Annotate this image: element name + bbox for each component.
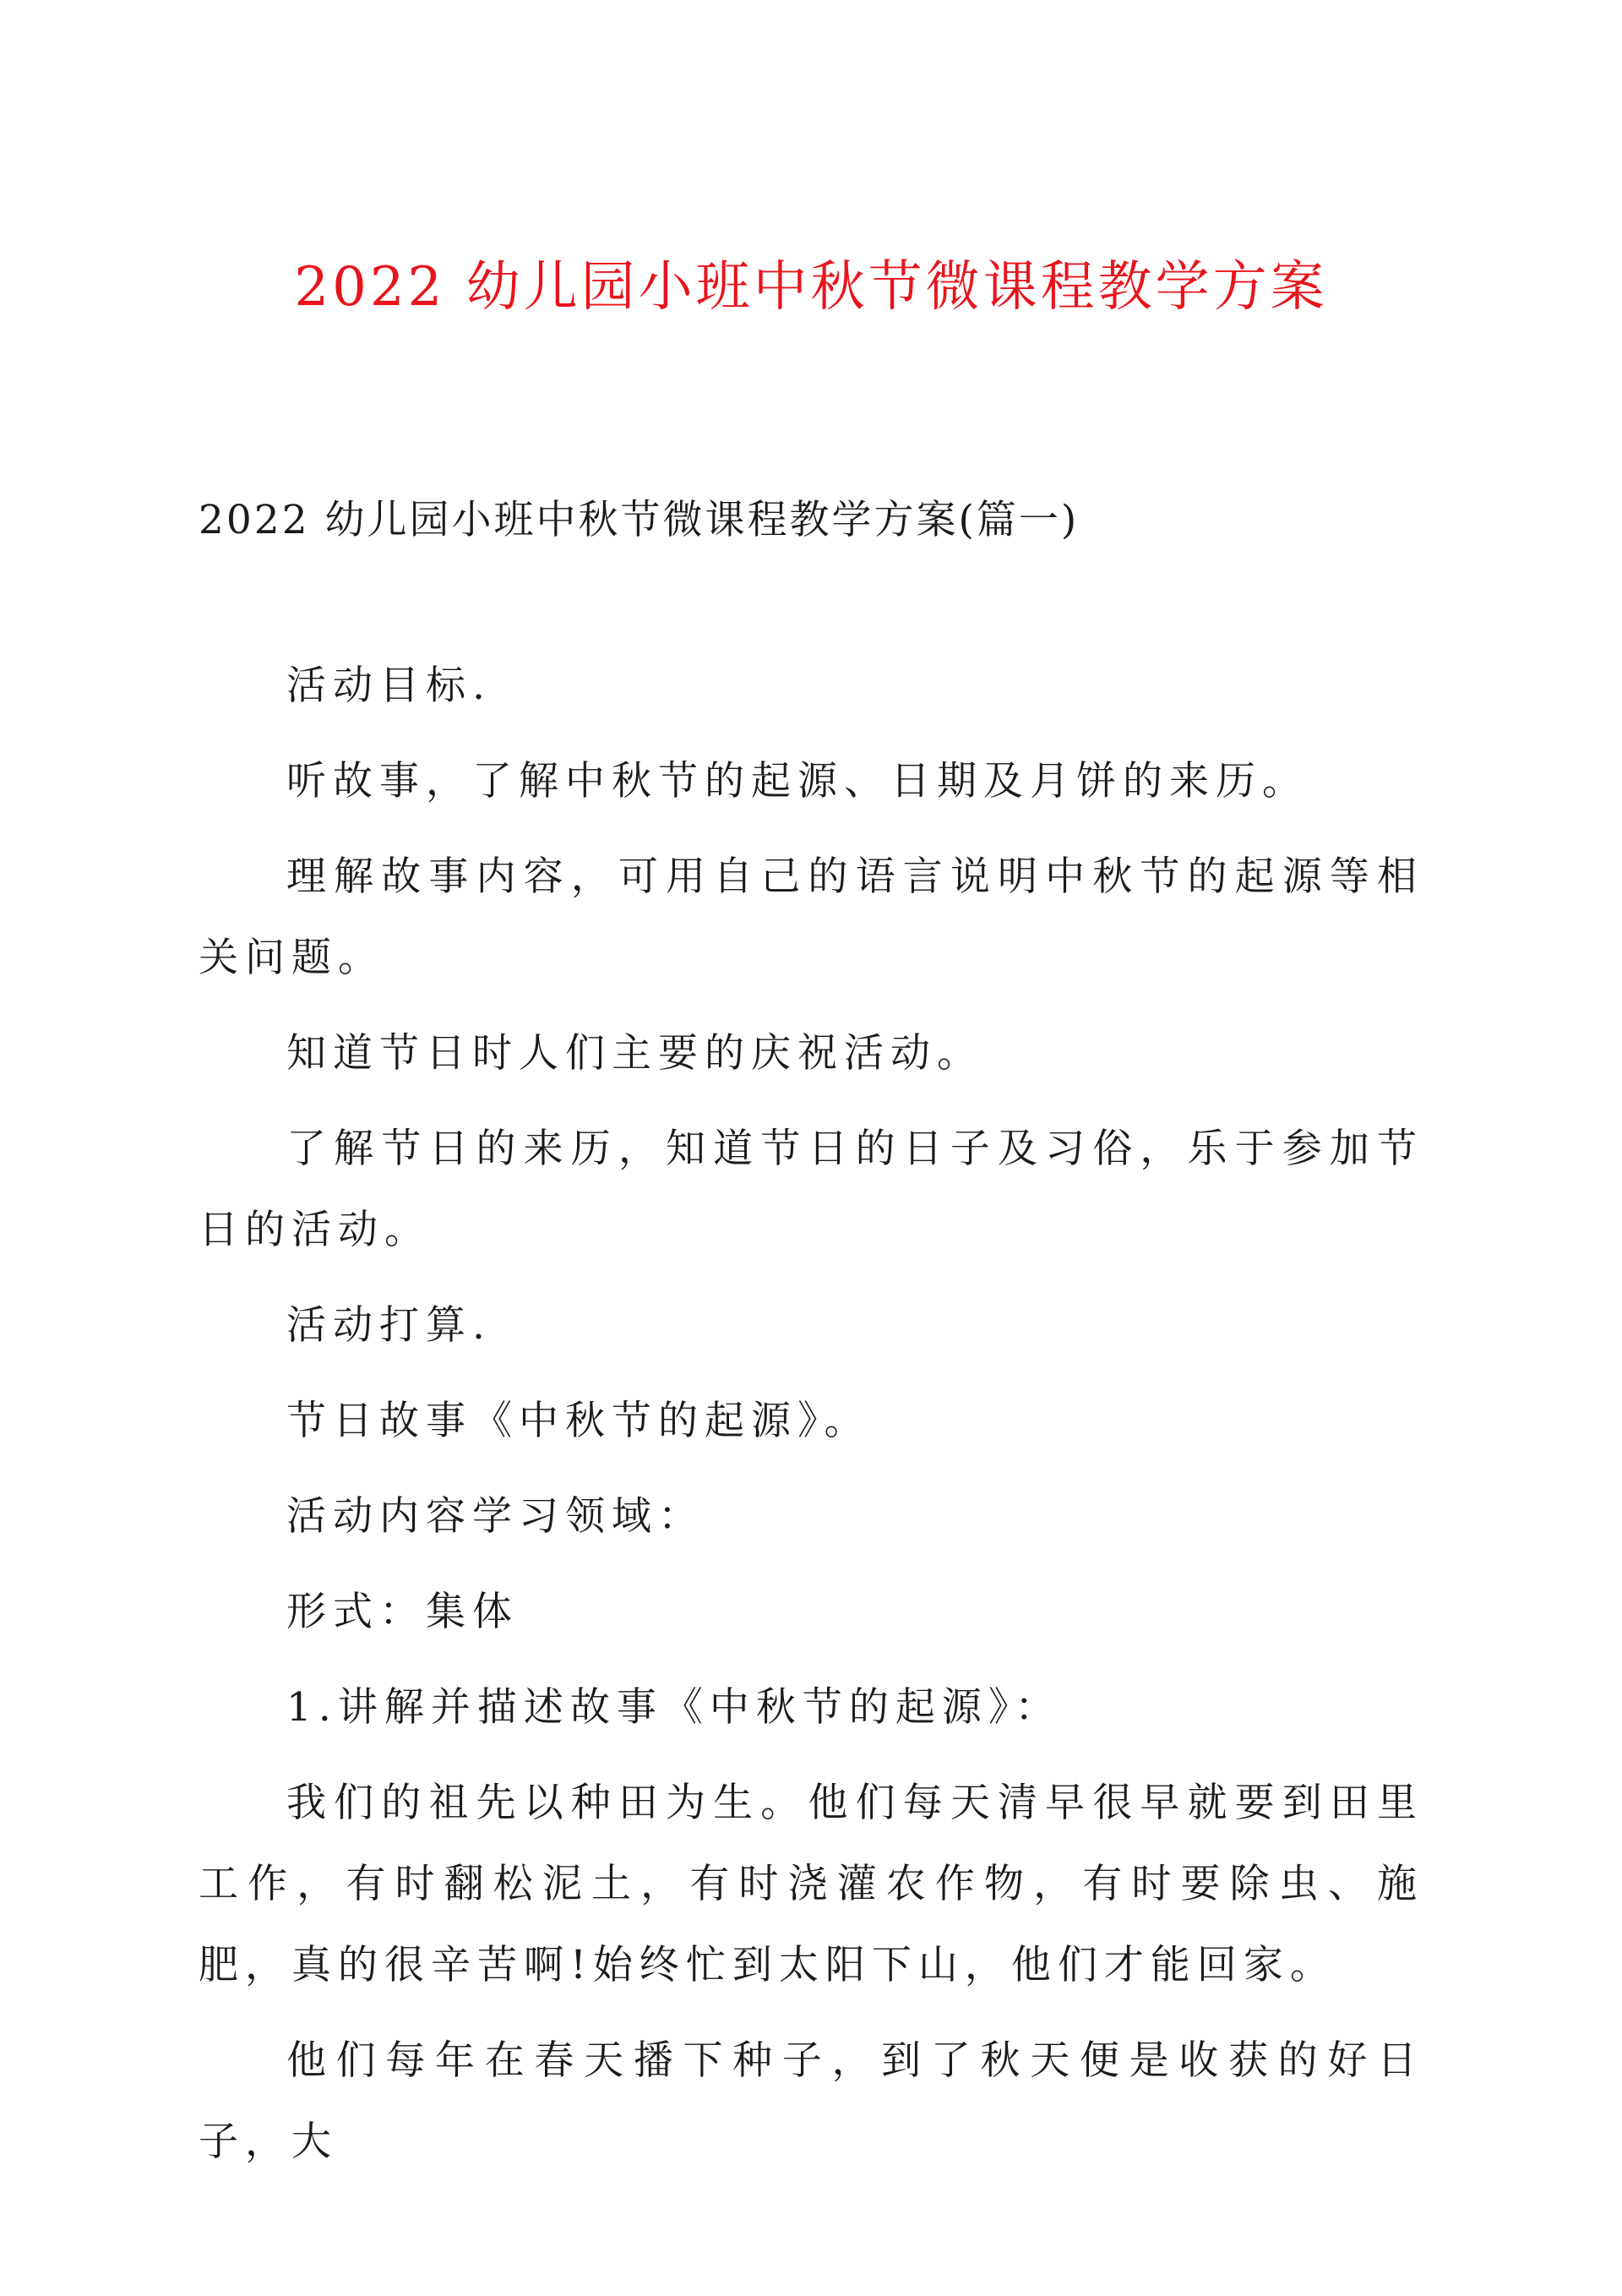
- paragraph-preparation: 节日故事《中秋节的起源》。: [286, 1398, 871, 1444]
- section-heading: 2022 幼儿园小班中秋节微课程教学方案(篇一): [199, 497, 1080, 543]
- paragraph-step-1: 1.讲解并描述故事《中秋节的起源》：: [286, 1684, 1062, 1731]
- paragraph-form: 形式：集体: [286, 1589, 519, 1635]
- paragraph-goal-3: 知道节日时人们主要的庆祝活动。: [286, 1030, 983, 1077]
- paragraph-story-2: 他们每年在春天播下种子，到了秋天便是收获的好日子，大: [199, 2037, 1423, 2165]
- paragraph-activity-goals-heading: 活动目标.: [286, 663, 492, 709]
- document-title: 2022 幼儿园小班中秋节微课程教学方案: [294, 256, 1328, 319]
- paragraph-content-domain: 活动内容学习领域：: [286, 1493, 705, 1540]
- paragraph-goal-2: 理解故事内容，可用自己的语言说明中秋节的起源等相关问题。: [199, 854, 1423, 981]
- document-body: [199, 490, 1423, 2197]
- paragraph-goal-1: 听故事，了解中秋节的起源、日期及月饼的来历。: [286, 758, 1309, 804]
- paragraph-goal-4: 了解节日的来历，知道节日的日子及习俗，乐于参加节日的活动。: [199, 1126, 1423, 1253]
- paragraph-story-1: 我们的祖先以种田为生。他们每天清早很早就要到田里工作，有时翻松泥土，有时浇灌农作物，有时要除虫、施肥，真的很辛苦啊!始终忙到太阳下山，他们才能回家。: [199, 1780, 1423, 1988]
- paragraph-preparation-heading: 活动打算.: [286, 1302, 492, 1349]
